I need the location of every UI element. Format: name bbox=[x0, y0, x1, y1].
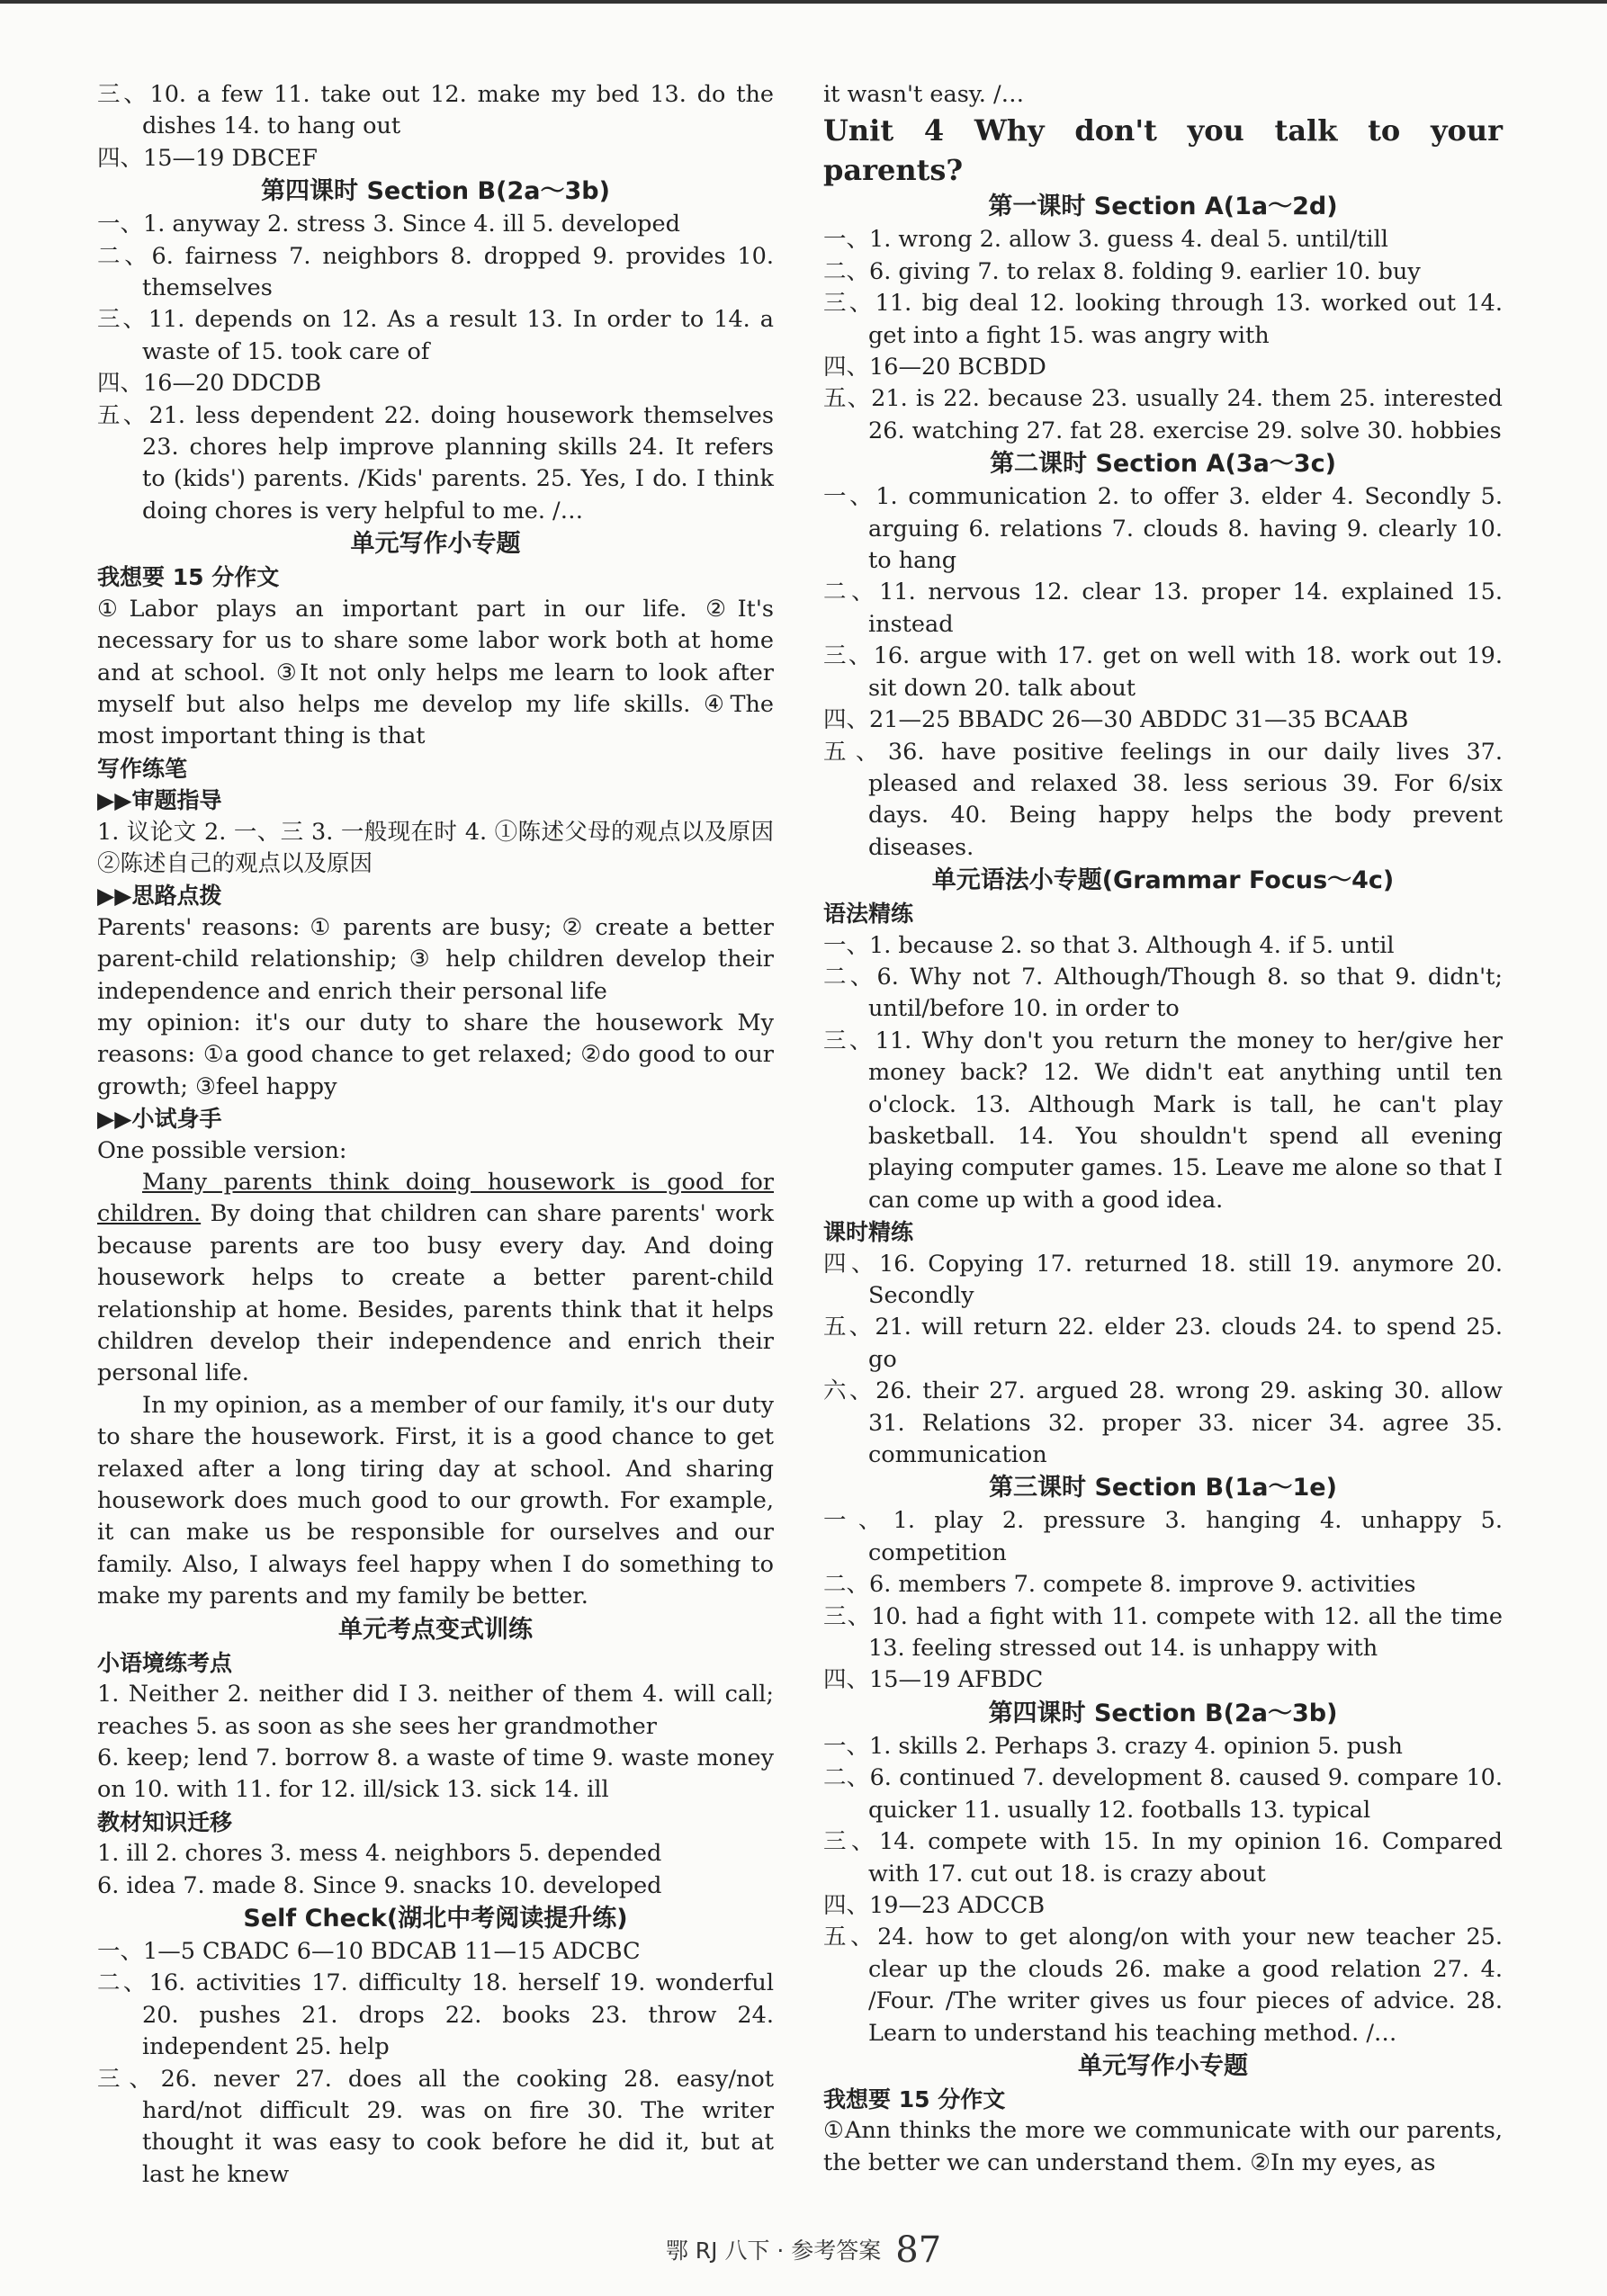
subheading: ▶▶小试身手 bbox=[97, 1106, 222, 1133]
answer-item: 三、11. big deal 12. looking through 13. worked out 14. get into a fight 15. was angry with bbox=[823, 290, 1503, 349]
answer-item: 四、15—19 AFBDC bbox=[823, 1666, 1044, 1694]
answer-item: 四、16. Copying 17. returned 18. still 19. anymore 20. Secondly bbox=[823, 1250, 1503, 1309]
text-block: ①Labor plays an important part in our life. ②It's necessary for us to share some labor work both at home and at school. ③It not only helps me learn to look after myself but also helps me develop my life skills. ④The most important thing is that bbox=[97, 595, 774, 750]
section-heading: 单元写作小专题 bbox=[350, 530, 521, 559]
section-heading: 第四课时 Section B(2a～3b) bbox=[988, 1699, 1338, 1727]
essay-paragraph bbox=[97, 1167, 774, 1390]
answer-item: 四、15—19 DBCEF bbox=[97, 144, 318, 172]
answer-item: 五、36. have positive feelings in our daily lives 37. pleased and relaxed 38. less serious 39. For 6/six days. 40. Being happy helps the body prevent diseases. bbox=[823, 738, 1503, 861]
answer-item: 五、21. less dependent 22. doing housework themselves 23. chores help improve planning skills 24. It refers to (kids') parents. /Kids' parents. 25. Yes, I do. I think doing chores is very helpful to me. /… bbox=[97, 401, 774, 525]
topic-sentence: Many parents think doing housework is good for children. bbox=[97, 1169, 774, 1228]
section-heading: 单元考点变式训练 bbox=[338, 1615, 533, 1644]
answer-item: 一、1. communication 2. to offer 3. elder 4. Secondly 5. arguing 6. relations 7. clouds 8. having 9. clearly 10. to hang bbox=[823, 483, 1503, 575]
text-block: Parents' reasons: ① parents are busy; ② create a better parent-child relationship; ③ help children develop their independence and enrich their personal life bbox=[97, 913, 774, 1005]
page-number: 87 bbox=[895, 2229, 942, 2271]
answer-item: 二、6. members 7. compete 8. improve 9. activities bbox=[823, 1571, 1416, 1599]
answer-item: 三、26. never 27. does all the cooking 28. easy/not hard/not difficult 29. was on fire 30. The writer thought it was easy to cook before he did it, but at last he knew bbox=[97, 2065, 774, 2188]
subheading: 我想要 15 分作文 bbox=[823, 2085, 1006, 2112]
text-block: 1. ill 2. chores 3. mess 4. neighbors 5. depended bbox=[97, 1840, 662, 1868]
subheading: ▶▶审题指导 bbox=[97, 787, 222, 814]
essay-text: By doing that children can share parents' work because parents are too busy every day. And doing housework helps to create a better parent-child relationship at home. Besides, parents think that it helps children develop their independence and enrich their personal life. bbox=[97, 1200, 774, 1387]
answer-item: 一、1. anyway 2. stress 3. Since 4. ill 5. developed bbox=[97, 211, 680, 238]
section-heading: 单元语法小专题(Grammar Focus～4c) bbox=[931, 866, 1395, 895]
answer-item: 一、1. wrong 2. allow 3. guess 4. deal 5. until/till bbox=[823, 226, 1388, 254]
subheading: ▶▶思路点拨 bbox=[97, 883, 222, 910]
subheading: 我想要 15 分作文 bbox=[97, 564, 280, 591]
answer-item: 三、16. argue with 17. get on well with 18. work out 19. sit down 20. talk about bbox=[823, 642, 1503, 702]
answer-item: 三、11. Why don't you return the money to her/give her money back? 12. We didn't eat anything until ten o'clock. 13. Although Mark is tall, he can't play basketball. 14. You shouldn't spend all evening playing computer games. 15. Leave me alone so that I can come up with a good idea. bbox=[823, 1027, 1503, 1214]
text-block: 6. keep; lend 7. borrow 8. a waste of time 9. waste money on 10. with 11. for 12. ill/sick 13. sick 14. ill bbox=[97, 1744, 774, 1804]
essay-paragraph: In my opinion, as a member of our family, it's our duty to share the housework. First, it is a good chance to get relaxed after a long tiring day at school. And sharing housework does much good to our growth. For example, it can make us be responsible for ourselves and our family. Also, I always feel happy when I do something to make my parents and my family be better. bbox=[97, 1391, 774, 1610]
answer-item: 一、1—5 CBADC 6—10 BDCAB 11—15 ADCBC bbox=[97, 1937, 641, 1965]
subheading: 写作练笔 bbox=[97, 755, 188, 782]
answer-item: 五、21. will return 22. elder 23. clouds 24. to spend 25. go bbox=[823, 1314, 1503, 1373]
answer-item: 四、16—20 BCBDD bbox=[823, 354, 1046, 381]
subheading: 课时精练 bbox=[823, 1219, 914, 1246]
text-block: my opinion: it's our duty to share the housework My reasons: ①a good chance to get relaxed; ②do good to our growth; ③feel happy bbox=[97, 1009, 774, 1100]
subheading: 教材知识迁移 bbox=[97, 1808, 233, 1835]
answer-item: 三、10. had a fight with 11. compete with 12. all the time 13. feeling stressed out 14. is unhappy with bbox=[823, 1602, 1503, 1663]
section-heading: 单元写作小专题 bbox=[1078, 2051, 1248, 2080]
answer-item: 一、1. skills 2. Perhaps 3. crazy 4. opinion 5. push bbox=[823, 1732, 1403, 1760]
text-block: ①Ann thinks the more we communicate with our parents, the better we can understand them. ②In my eyes, as bbox=[823, 2117, 1503, 2176]
text-block: 6. idea 7. made 8. Since 9. snacks 10. developed bbox=[97, 1871, 662, 1899]
text-block: One possible version: bbox=[97, 1136, 347, 1164]
subheading: 小语境练考点 bbox=[97, 1649, 233, 1676]
left-column bbox=[97, 79, 774, 2191]
section-heading: 第四课时 Section B(2a～3b) bbox=[261, 177, 610, 206]
answer-item: 五、24. how to get along/on with your new teacher 25. clear up the clouds 26. make a good relation 27. 4. /Four. /The writer gives us four pieces of advice. 28. Learn to understand his teaching method. /… bbox=[823, 1924, 1503, 2047]
answer-item: 六、26. their 27. argued 28. wrong 29. asking 30. allow 31. Relations 32. proper 33. nicer 34. agree 35. communication bbox=[823, 1377, 1503, 1469]
answer-item: 二、6. Why not 7. Although/Though 8. so that 9. didn't; until/before 10. in order to bbox=[823, 963, 1503, 1023]
top-rule bbox=[0, 0, 1607, 4]
answer-item: 五、21. is 22. because 23. usually 24. them 25. interested 26. watching 27. fat 28. exercise 29. solve 30. hobbies bbox=[823, 385, 1503, 444]
section-heading: 第三课时 Section B(1a～1e) bbox=[989, 1474, 1337, 1502]
answer-item: 二、16. activities 17. difficulty 18. herself 19. wonderful 20. pushes 21. drops 22. books 23. throw 24. independent 25. help bbox=[97, 1969, 774, 2061]
answer-item: 一、1. play 2. pressure 3. hanging 4. unhappy 5. competition bbox=[823, 1507, 1503, 1566]
answer-item: 二、11. nervous 12. clear 13. proper 14. explained 15. instead bbox=[823, 578, 1503, 638]
answer-item: 三、11. depends on 12. As a result 13. In order to 14. a waste of 15. took care of bbox=[97, 306, 774, 365]
unit-title: Unit 4 Why don't you talk to your parents? bbox=[823, 113, 1503, 188]
answer-item: 三、10. a few 11. take out 12. make my bed 13. do the dishes 14. to hang out bbox=[97, 81, 774, 140]
answer-item: 四、16—20 DDCDB bbox=[97, 370, 322, 398]
footer-label: 鄂 RJ 八下 · 参考答案 bbox=[665, 2238, 882, 2264]
answer-item: 四、21—25 BBADC 26—30 ABDDC 31—35 BCAAB bbox=[823, 706, 1409, 734]
section-heading: Self Check(湖北中考阅读提升练) bbox=[243, 1904, 628, 1933]
continued-text: it wasn't easy. /… bbox=[823, 81, 1025, 108]
section-heading: 第一课时 Section A(1a～2d) bbox=[988, 193, 1338, 221]
text-block: 1. 议论文 2. 一、三 3. 一般现在时 4. ①陈述父母的观点以及原因 ②陈述自己的观点以及原因 bbox=[97, 818, 774, 877]
subheading: 语法精练 bbox=[823, 901, 914, 928]
section-heading: 第二课时 Section A(3a～3c) bbox=[990, 450, 1336, 479]
text-block: 1. Neither 2. neither did I 3. neither of them 4. will call; reaches 5. as soon as she sees her grandmother bbox=[97, 1681, 774, 1740]
answer-item: 三、14. compete with 15. In my opinion 16. Compared with 17. cut out 18. is crazy about bbox=[823, 1828, 1503, 1888]
answer-item: 二、6. giving 7. to relax 8. folding 9. earlier 10. buy bbox=[823, 257, 1421, 285]
page-footer bbox=[0, 2229, 1607, 2271]
answer-item: 四、19—23 ADCCB bbox=[823, 1891, 1046, 1919]
answer-item: 二、6. continued 7. development 8. caused 9. compare 10. quicker 11. usually 12. footballs 13. typical bbox=[823, 1764, 1503, 1824]
right-column bbox=[823, 79, 1503, 2179]
answer-item: 一、1. because 2. so that 3. Although 4. if 5. until bbox=[823, 931, 1395, 959]
answer-item: 二、6. fairness 7. neighbors 8. dropped 9. provides 10. themselves bbox=[97, 242, 774, 302]
